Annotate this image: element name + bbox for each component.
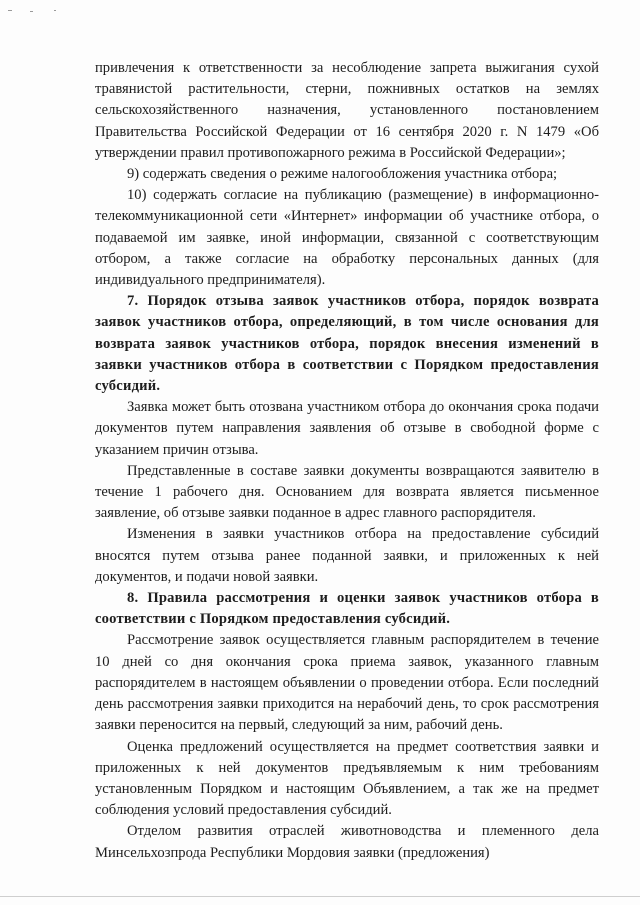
document-body (95, 58, 599, 864)
paragraph-evaluation: Оценка предложений осуществляется на предмет соответствия заявки и приложенных к ней документов предъявляемым к ним требованиям установленным Порядком и настоящим Объявлением, а так же на предмет соблюдения условий предоставления субсидий. (95, 738, 599, 819)
scan-mark (54, 10, 56, 11)
section-heading-8: 8. Правила рассмотрения и оценки заявок участников отбора в соответствии с Порядком предоставления субсидий. (95, 590, 599, 628)
paragraph-department: Отделом развития отраслей животноводства и племенного дела Минсельхозпрода Республики Мордовия заявки (предложения) (95, 823, 599, 861)
section-heading-7: 7. Порядок отзыва заявок участников отбора, порядок возврата заявок участников отбора, определяющий, в том числе основания для возврата заявок участников отбора, порядок внесения изменений в заявки участников отбора в соответствии с Порядком предоставления субсидий. (95, 293, 599, 395)
paragraph-return-documents: Представленные в составе заявки документы возвращаются заявителю в течение 1 рабочего дня. Основанием для возврата является письменное заявление, об отзыве заявки поданное в адрес главного распорядителя. (95, 462, 599, 522)
paragraph-changes: Изменения в заявки участников отбора на предоставление субсидий вносятся путем отзыва ранее поданной заявки, и приложенных к ней документов, и подачи новой заявки. (95, 526, 599, 585)
paragraph-list-item-9: 9) содержать сведения о режиме налогообложения участника отбора; (127, 166, 558, 183)
scan-mark (30, 11, 33, 12)
paragraph-list-item-10: 10) содержать согласие на публикацию (размещение) в информационно-телекоммуникационной сети «Интернет» информации об участнике отбора, о подаваемой им заявке, иной информации, связанной с соответствующим отбором, а также согласие на обработку персональных данных (для индивидуального предпринимателя). (95, 187, 599, 289)
scan-mark (8, 10, 12, 11)
paragraph-continuation: привлечения к ответственности за несоблюдение запрета выжигания сухой травянистой растительности, стерни, пожнивных остатков на землях сельскохозяйственного назначения, установленного постановлением Правительства Российской Федерации от 16 сентября 2020 г. N 1479 «Об утверждении правил противопожарного режима в Российской Федерации»; (95, 60, 599, 161)
scan-bottom-edge (0, 896, 640, 897)
paragraph-review: Рассмотрение заявок осуществляется главным распорядителем в течение 10 дней со дня окончания срока приема заявок, указанного главным распорядителем в настоящем объявлении о проведении отбора. Если последний день рассмотрения заявки приходится на нерабочий день, то срок рассмотрения заявки переносится на первый, следующий за ним, рабочий день. (95, 632, 599, 734)
paragraph-withdrawal: Заявка может быть отозвана участником отбора до окончания срока подачи документов путем направления заявления об отзыве в свободной форме с указанием причин отзыва. (95, 399, 599, 458)
